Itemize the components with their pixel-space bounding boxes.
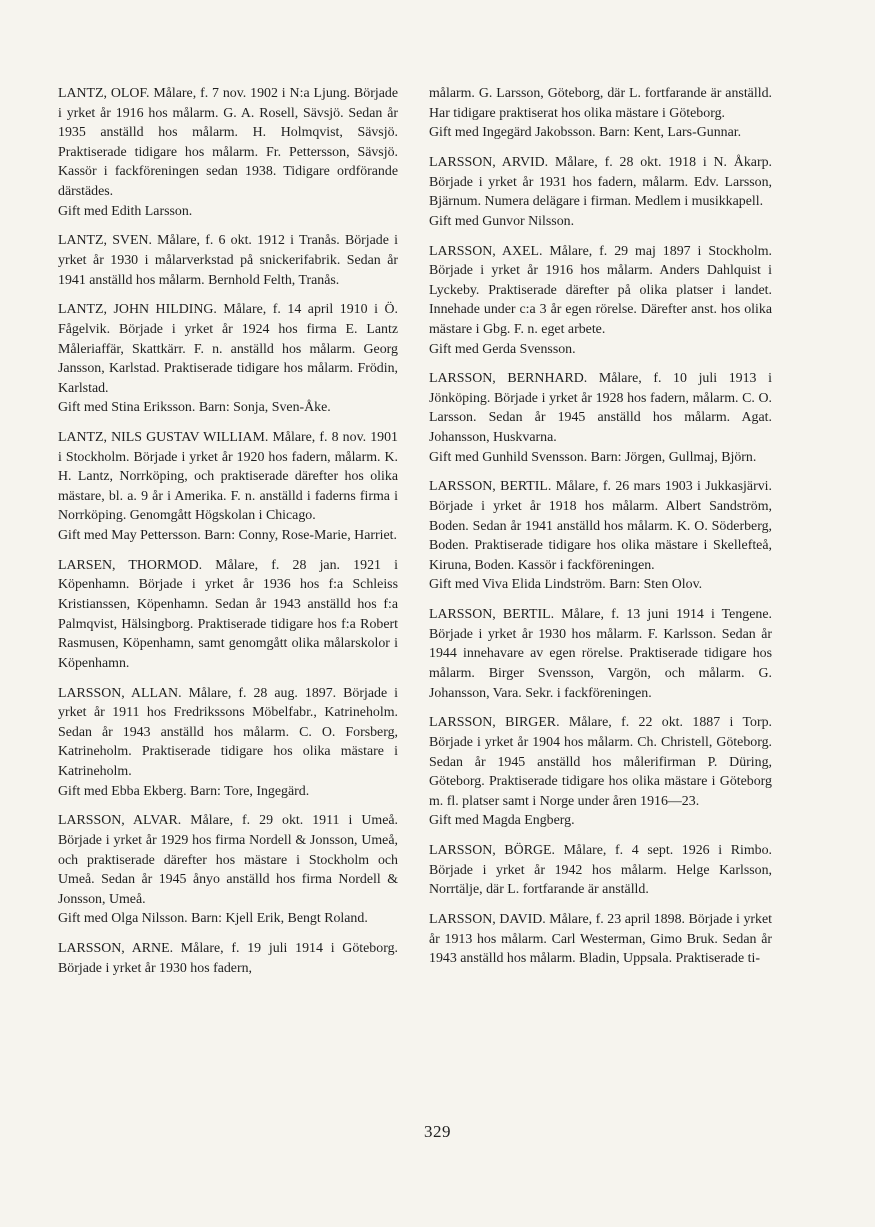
entry-text: LARSSON, BÖRGE. Målare, f. 4 sept. 1926 i Rimbo. Började i yrket år 1942 hos målarm. Helge Karlsson, Norrtälje, där L. fortfarande är anställd. xyxy=(429,843,772,898)
entry-text: LARSSON, BERTIL. Målare, f. 26 mars 1903 i Jukkasjärvi. Började i yrket år 1918 hos målarm. Albert Sandström, Boden. Sedan år 1941 anställd hos målarm. K. O. Söderberg, Boden. Praktiserade tidigare hos olika mästare i Skellefteå, Kiruna, Boden. Kassör i fackföreningen. xyxy=(429,479,772,573)
entry-text: LANTZ, OLOF. Målare, f. 7 nov. 1902 i N:a Ljung. Började i yrket år 1916 hos målarm. G. A. Rosell, Sävsjö. Sedan år 1935 anställd hos målarm. H. Holmqvist, Sävsjö. Praktiserade tidigare hos målarm. Fr. Pettersson, Sävsjö. Kassör i fackföreningen sedan 1938. Tidigare ordförande därstädes. xyxy=(58,86,398,199)
entry-family-line: Gift med Olga Nilsson. Barn: Kjell Erik, Bengt Roland. xyxy=(58,911,368,927)
biography-entry xyxy=(58,300,398,418)
entry-family-line: Gift med Edith Larsson. xyxy=(58,203,193,219)
entry-text: LARSSON, BERNHARD. Målare, f. 10 juli 1913 i Jönköping. Började i yrket år 1928 hos fadern, målarm. C. O. Larsson. Sedan år 1945 anställd hos målarm. Agat. Johansson, Huskvarna. xyxy=(429,371,772,446)
entry-family-line: Gift med Stina Eriksson. Barn: Sonja, Sven-Åke. xyxy=(58,400,331,416)
entry-text: LARSSON, ARVID. Målare, f. 28 okt. 1918 i N. Åkarp. Började i yrket år 1931 hos fadern, målarm. Edv. Larsson, Bjärnum. Numera delägare i firman. Medlem i musikkapell. xyxy=(429,154,772,210)
entry-family-line: Gift med Gunhild Svensson. Barn: Jörgen, Gullmaj, Björn. xyxy=(429,449,757,465)
left-column xyxy=(58,84,398,988)
biography-entry xyxy=(429,713,772,831)
biography-entry xyxy=(429,477,772,595)
biography-entry xyxy=(429,153,772,231)
biography-entry xyxy=(429,910,772,969)
entry-family-line: Gift med May Pettersson. Barn: Conny, Rose-Marie, Harriet. xyxy=(58,528,397,544)
biography-entry xyxy=(58,939,398,978)
biography-entry xyxy=(58,428,398,546)
biography-entry xyxy=(429,84,772,143)
biography-entry xyxy=(58,684,398,802)
entry-family-line: Gift med Gerda Svensson. xyxy=(429,341,576,357)
biography-entry xyxy=(58,231,398,290)
biography-entry xyxy=(58,556,398,674)
entry-family-line: Gift med Ingegärd Jakobsson. Barn: Kent, Lars-Gunnar. xyxy=(429,125,742,141)
entry-text: LARSSON, AXEL. Målare, f. 29 maj 1897 i Stockholm. Började i yrket år 1916 hos målarm. Anders Dahlquist i Lyckeby. Praktiserade därefter på olika platser i landet. Innehade under c:a 3 år egen rörelse. Därefter anst. hos olika mästare i Gbg. F. n. eget arbete. xyxy=(429,243,772,337)
entry-text: LANTZ, JOHN HILDING. Målare, f. 14 april 1910 i Ö. Fågelvik. Började i yrket år 1924 hos firma E. Lantz Måleriaffär, Skattkärr. F. n. anställd hos målarm. Georg Jansson, Karlstad. Praktiserade tidigare hos målarm. Frödin, Karlstad. xyxy=(58,302,398,396)
biography-entry xyxy=(429,605,772,703)
biography-entry xyxy=(429,369,772,467)
entry-text: LARSSON, BERTIL. Målare, f. 13 juni 1914 i Tengene. Började i yrket år 1930 hos målarm. F. Karlsson. Sedan år 1944 innehavare av egen rörelse. Praktiserade tidigare hos målarm. Birger Svensson, Vargön, och målarm. G. Johansson, Vara. Sekr. i fackföreningen. xyxy=(429,607,772,701)
entry-family-line: Gift med Ebba Ekberg. Barn: Tore, Ingegärd. xyxy=(58,783,310,799)
page-number: 329 xyxy=(424,1122,451,1141)
entry-family-line: Gift med Magda Engberg. xyxy=(429,813,575,829)
entry-text: LANTZ, SVEN. Målare, f. 6 okt. 1912 i Tranås. Började i yrket år 1930 i målarverkstad på snickerifabrik. Sedan år 1941 anställd hos målarm. Bernhold Felth, Tranås. xyxy=(58,233,398,288)
entry-text: LARSSON, DAVID. Målare, f. 23 april 1898. Började i yrket år 1913 hos målarm. Carl Westerman, Gimo Bruk. Sedan år 1943 anställd hos målarm. Bladin, Uppsala. Praktiserade ti- xyxy=(429,912,772,967)
entry-text: LARSSON, BIRGER. Målare, f. 22 okt. 1887 i Torp. Började i yrket år 1904 hos målarm. Ch. Christell, Göteborg. Sedan år 1945 anställd hos målerifirman P. Düring, Göteborg. Praktiserade tidigare hos olika mästare i Göteborg m. fl. platser samt i Norge under åren 1916—23. xyxy=(429,715,772,809)
biography-entry xyxy=(429,242,772,360)
entry-text: LARSEN, THORMOD. Målare, f. 28 jan. 1921 i Köpenhamn. Började i yrket år 1936 hos f:a Schleiss Kristianssen, Köpenhamn. Sedan år 1943 anställd hos f:a Palmqvist, Hälsingborg. Praktiserade tidigare hos f:a Robert Rasmusen, Köpenhamn, samt genomgått olika målarskolor i Köpenhamn. xyxy=(58,557,398,671)
right-column xyxy=(429,84,772,979)
entry-text: LANTZ, NILS GUSTAV WILLIAM. Målare, f. 8 nov. 1901 i Stockholm. Började i yrket år 1920 hos fadern, målarm. K. H. Lantz, Norrköping, och praktiserade därefter hos olika mästare, bl. a. 9 år i Amerika. F. n. anställd i faderns firma i Norrköping. Genomgått Högskolan i Chicago. xyxy=(58,430,398,524)
biography-entry xyxy=(429,841,772,900)
entry-family-line: Gift med Viva Elida Lindström. Barn: Sten Olov. xyxy=(429,577,703,593)
biography-entry xyxy=(58,84,398,221)
entry-text: LARSSON, ALLAN. Målare, f. 28 aug. 1897. Började i yrket år 1911 hos Fredrikssons Möbelfabr., Katrineholm. Sedan år 1943 anställd hos målarm. C. O. Forsberg, Katrineholm. Praktiserade tidigare hos olika mästare i Katrineholm. xyxy=(58,685,398,779)
entry-text: LARSSON, ALVAR. Målare, f. 29 okt. 1911 i Umeå. Började i yrket år 1929 hos firma Nordell & Jonsson, Umeå, och praktiserade därefter hos mästare i Stockholm och Umeå. Sedan år 1945 ånyo anställd hos firma Nordell & Jonsson, Umeå. xyxy=(58,813,398,907)
entry-family-line: Gift med Gunvor Nilsson. xyxy=(429,213,575,229)
biography-entry xyxy=(58,811,398,929)
entry-text: LARSSON, ARNE. Målare, f. 19 juli 1914 i Göteborg. Började i yrket år 1930 hos fadern, xyxy=(58,941,398,976)
entry-text: målarm. G. Larsson, Göteborg, där L. fortfarande är anställd. Har tidigare praktiserat hos olika mästare i Göteborg. xyxy=(429,86,772,121)
